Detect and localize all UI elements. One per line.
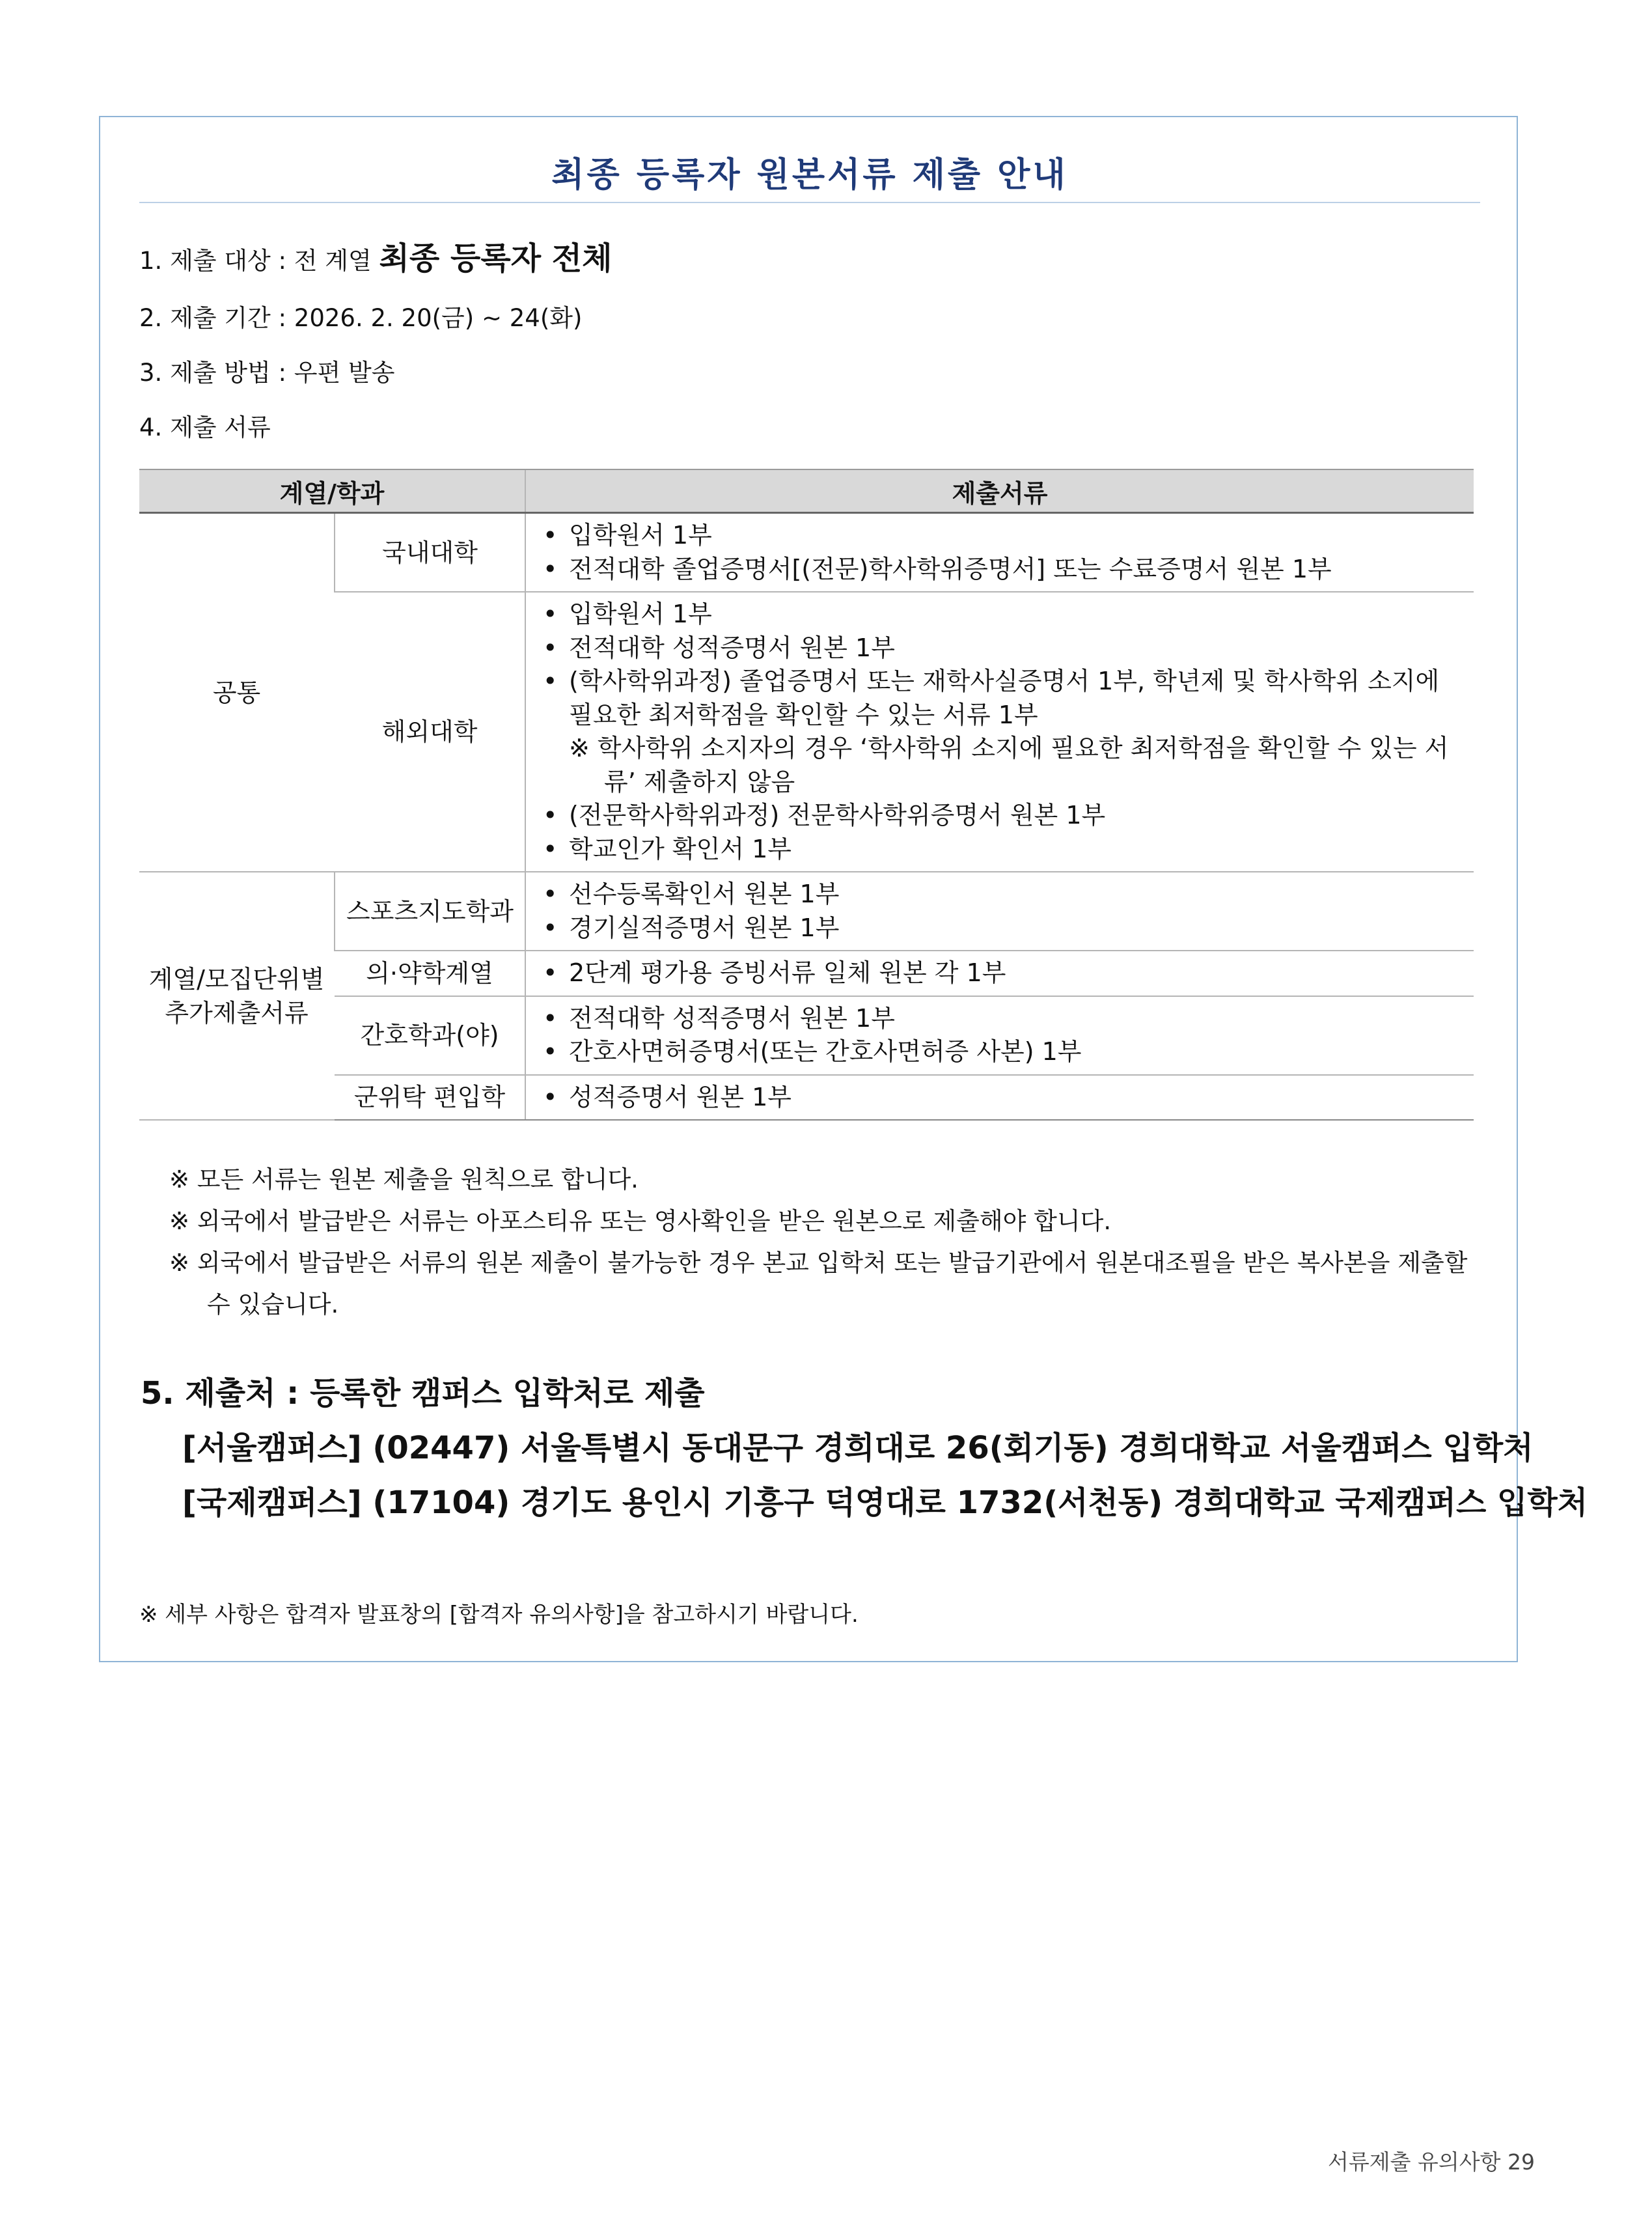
row-military-docs	[525, 1075, 1474, 1121]
note-item: ※ 모든 서류는 원본 제출을 원칙으로 합니다.	[169, 1165, 639, 1193]
submission-destination	[141, 1366, 1588, 1530]
note-item: ※ 외국에서 발급받은 서류는 아포스티유 또는 영사확인을 받은 원본으로 제출해야 합니다.	[169, 1207, 1112, 1235]
header-department: 계열/학과	[139, 469, 525, 513]
documents-table	[139, 469, 1474, 1121]
row-sports-name: 스포츠지도학과	[335, 872, 525, 951]
table-row	[139, 513, 1474, 592]
list-item: • 학교인가 확인서 1부	[543, 834, 792, 863]
list-item: • 경기실적증명서 원본 1부	[543, 913, 840, 942]
item-target-label: 1. 제출 대상 : 전 계열	[139, 247, 372, 275]
note-item: ※ 외국에서 발급받은 서류의 원본 제출이 불가능한 경우 본교 입학처 또는 발급기관에서 원본대조필을 받은 복사본을 제출할 수 있습니다.	[169, 1249, 1468, 1318]
group-extra	[139, 872, 335, 1120]
row-military-name: 군위탁 편입학	[335, 1075, 525, 1121]
item-docs: 4. 제출 서류	[139, 413, 271, 441]
item-method: 3. 제출 방법 : 우편 발송	[139, 359, 395, 387]
list-item: • 성적증명서 원본 1부	[543, 1082, 792, 1111]
table-row	[139, 996, 1474, 1075]
table-row	[139, 592, 1474, 872]
row-medpharm-docs	[525, 951, 1474, 996]
list-item: • (전문학사학위과정) 전문학사학위증명서 원본 1부	[543, 801, 1106, 829]
row-overseas-docs	[525, 592, 1474, 872]
seoul-campus-address: [서울캠퍼스] (02447) 서울특별시 동대문구 경희대로 26(회기동) 경희대학교 서울캠퍼스 입학처	[182, 1430, 1534, 1466]
table-row	[139, 951, 1474, 996]
list-item: • 전적대학 졸업증명서[(전문)학사학위증명서] 또는 수료증명서 원본 1부	[543, 554, 1332, 583]
group-common: 공통	[139, 513, 335, 872]
group-extra-line1: 계열/모집단위별	[148, 964, 325, 994]
item-period: 2. 제출 기간 : 2026. 2. 20(금) ~ 24(화)	[139, 304, 583, 332]
list-note: ※ 학사학위 소지자의 경우 ‘학사학위 소지에 필요한 최저학점을 확인할 수 있는 서류’ 제출하지 않음	[569, 734, 1449, 796]
table-row	[139, 872, 1474, 951]
list-item: • 입학원서 1부	[543, 600, 712, 628]
footnote: ※ 세부 사항은 합격자 발표창의 [합격자 유의사항]을 참고하시기 바랍니다.	[139, 1602, 859, 1628]
list-item: • 간호사면허증명서(또는 간호사면허증 사본) 1부	[543, 1037, 1082, 1066]
page-footer: 서류제출 유의사항 29	[1328, 2149, 1535, 2175]
item-target	[139, 233, 613, 278]
list-item: • 전적대학 성적증명서 원본 1부	[543, 1003, 895, 1033]
section5-heading: 5. 제출처 : 등록한 캠퍼스 입학처로 제출	[141, 1375, 705, 1412]
title-divider	[139, 202, 1480, 203]
table-header-row	[139, 469, 1474, 513]
list-item: • 입학원서 1부	[543, 521, 712, 550]
row-medpharm-name: 의·약학계열	[335, 951, 525, 996]
row-domestic-docs	[525, 513, 1474, 592]
header-documents: 제출서류	[525, 469, 1474, 513]
list-item: • 선수등록확인서 원본 1부	[543, 880, 840, 908]
table-row	[139, 1075, 1474, 1121]
row-domestic-name: 국내대학	[335, 513, 525, 592]
group-extra-line2: 추가제출서류	[165, 998, 309, 1027]
row-nursing-name: 간호학과(야)	[335, 996, 525, 1075]
item-target-emphasis: 최종 등록자 전체	[379, 240, 613, 277]
notice-box	[99, 116, 1588, 1662]
row-nursing-docs	[525, 996, 1474, 1075]
row-sports-docs	[525, 872, 1474, 951]
global-campus-address: [국제캠퍼스] (17104) 경기도 용인시 기흥구 덕영대로 1732(서천동) 경희대학교 국제캠퍼스 입학처	[182, 1484, 1588, 1521]
row-overseas-name: 해외대학	[335, 592, 525, 872]
list-item: • 2단계 평가용 증빙서류 일체 원본 각 1부	[543, 958, 1006, 987]
list-item: • (학사학위과정) 졸업증명서 또는 재학사실증명서 1부, 학년제 및 학사학위 소지에 필요한 최저학점을 확인할 수 있는 서류 1부	[543, 667, 1440, 729]
page-title: 최종 등록자 원본서류 제출 안내	[551, 156, 1068, 195]
notes-list	[169, 1159, 1483, 1326]
list-item: • 전적대학 성적증명서 원본 1부	[543, 633, 895, 662]
